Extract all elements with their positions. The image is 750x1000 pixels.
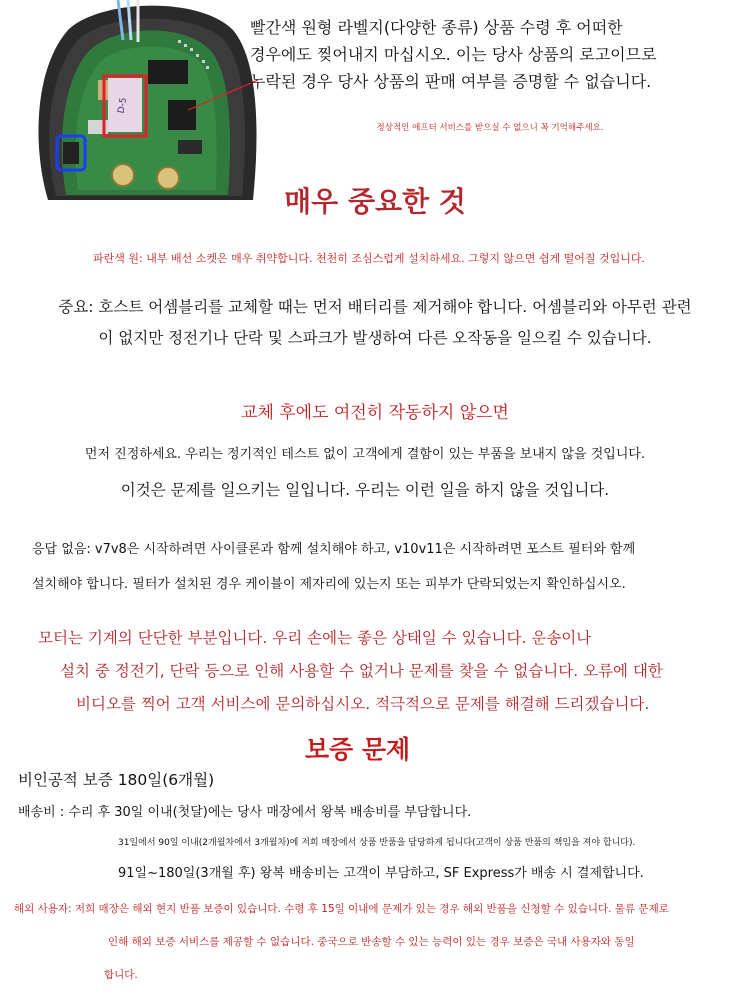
still-not-working-title: 교체 후에도 여전히 작동하지 않으면 [241,403,509,423]
overseas-line-1: 해외 사용자: 저희 매장은 해외 현지 반품 보증이 있습니다. 수령 후 15일 이내에 문제가 있는 경우 해외 반품을 신청할 수 있습니다. 물류 문제로 [14,903,669,915]
important-main [0,292,750,354]
still-line-2: 이것은 문제를 일으키는 일입니다. 우리는 이런 일을 하지 않을 것입니다. [120,481,610,499]
intro-line-3: 누락된 경우 당사 상품의 판매 여부를 증명할 수 없습니다. [250,72,652,91]
warranty-shipping: 배송비 : 수리 후 30일 이내(첫달)에는 당사 매장에서 왕복 배송비를 부담합니다. [18,805,472,820]
important-blue-note: 파란색 원: 내부 배선 소켓은 매우 취약합니다. 천천히 조심스럽게 설치하세요. 그렇지 않으면 쉽게 떨어질 것입니다. [93,252,645,265]
no-response-line-1: 응답 없음: v7v8은 시작하려면 사이클론과 함께 설치해야 하고, v10v11은 시작하려면 포스트 필터와 함께 [32,542,636,557]
warranty-31-90: 31일에서 90일 이내(2개월차에서 3개월차)에 저희 매장에서 상품 반품을 담당하게 됩니다(고객이 상품 반품의 책임을 져야 합니다). [118,838,636,848]
important-main-line-2: 이 없지만 정전기나 단락 및 스파크가 발생하여 다른 오작동을 일으킬 수 있습니다. [98,329,652,347]
svg-text:D-5: D-5 [116,96,130,115]
intro-line-1: 빨간색 원형 라벨지(다양한 종류) 상품 수령 후 어떠한 [250,18,623,37]
pcb-photo [28,0,260,210]
intro-line-2: 경우에도 찢어내지 마십시오. 이는 당사 상품의 로고이므로 [250,45,657,64]
warranty-title: 보증 문제 [304,735,411,764]
motor-line-2: 설치 중 정전기, 단락 등으로 인해 사용할 수 없거나 문제를 찾을 수 없습니다. 오류에 대한 [60,662,663,680]
motor-line-1: 모터는 기계의 단단한 부분입니다. 우리 손에는 좋은 상태일 수 있습니다. 운송이나 [38,629,592,647]
intro-note: 정상적인 애프터 서비스를 받으실 수 없으니 꼭 기억해주세요. [376,123,604,133]
overseas-line-2: 인해 해외 보증 서비스를 제공할 수 없습니다. 중국으로 반송할 수 있는 능력이 있는 경우 보증은 국내 사용자와 동일 [108,936,635,948]
warranty-period: 비인공적 보증 180일(6개월) [18,771,215,789]
motor-text [0,622,750,721]
overseas-line-3: 합니다. [104,969,138,981]
warranty-overseas [14,893,734,992]
motor-line-3: 비디오를 찍어 고객 서비스에 문의하십시오. 적극적으로 문제를 해결해 드리겠습니다. [76,695,650,713]
important-main-line-1: 중요: 호스트 어셈블리를 교체할 때는 먼저 배터리를 제거해야 합니다. 어셈블리와 아무런 관련 [58,298,692,316]
still-line-1: 먼저 진정하세요. 우리는 정기적인 테스트 없이 고객에게 결함이 있는 부품을 보내지 않을 것입니다. [84,447,646,462]
no-response [32,532,732,602]
intro-text [250,14,730,95]
important-title: 매우 중요한 것 [284,185,466,218]
no-response-line-2: 설치해야 합니다. 필터가 설치된 경우 케이블이 제자리에 있는지 또는 피부가 단락되었는지 확인하십시오. [32,577,626,592]
warranty-91-180: 91일~180일(3개월 후) 왕복 배송비는 고객이 부담하고, SF Express가 배송 시 결제합니다. [118,866,644,881]
